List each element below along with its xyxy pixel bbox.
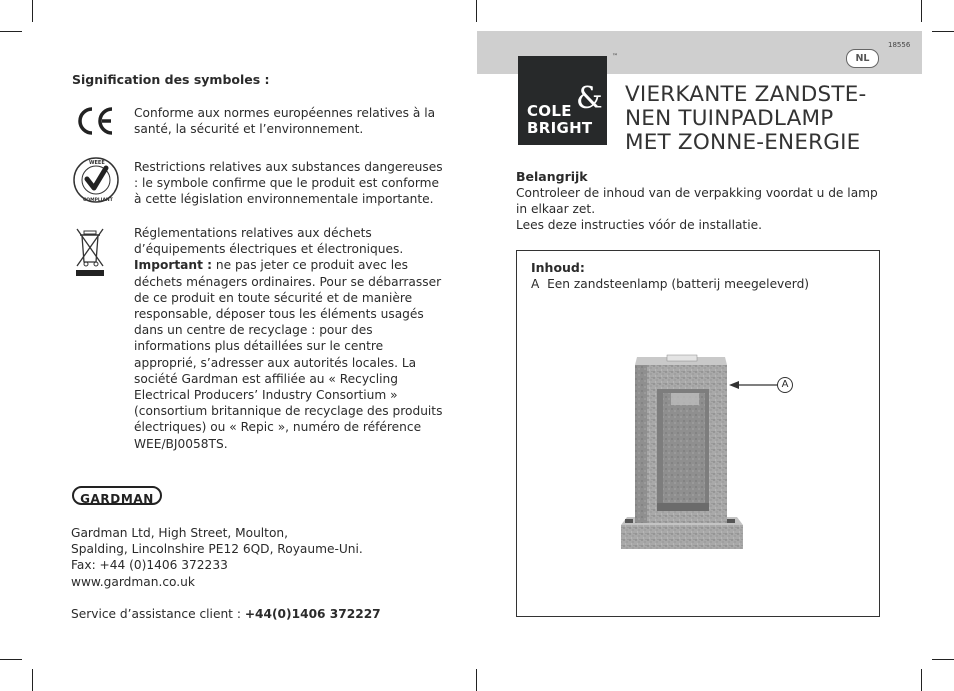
callout-label-a: A [777,377,793,393]
instruction-line: Controleer de inhoud van de verpakking voordat u de lamp in elkaar zet. [516,186,878,217]
rohs-compliant-icon [72,156,120,208]
product-code: 18556 [888,41,911,49]
rohs-description: Restrictions relatives aux substances dangereuses : le symbole confirme que le produit est conforme à cette législation environnementale importante. [134,160,443,207]
title-line: MET ZONNE-ENERGIE [625,130,861,155]
address-block [71,525,431,590]
contents-box [516,250,880,617]
weee-important-label: Important : [134,258,213,273]
crop-mark [32,0,33,22]
fold-mark [476,669,477,691]
gardman-logo-text: GARDMAN [80,492,154,506]
service-label: Service d’assistance client : [71,607,245,621]
language-badge: NL [846,49,879,68]
website-link[interactable]: www.gardman.co.uk [71,574,195,589]
sandstone-lamp-illustration [617,353,747,557]
contents-item-letter: A [531,277,540,291]
logo-word-bright: BRIGHT [527,119,593,137]
gardman-logo [72,486,162,505]
crossed-out-bin-icon [75,226,105,282]
ce-mark-icon [74,105,116,141]
title-line: VIERKANTE ZANDSTE- [625,82,867,107]
address-line: Spalding, Lincolnshire PE12 6QD, Royaume-Uni. [71,542,363,557]
crop-mark [0,659,22,660]
contents-item-text: Een zandsteenlamp (batterij meegeleverd) [547,277,810,291]
contents-item [531,276,809,292]
title-line: NEN TUINPADLAMP [625,106,834,131]
crop-mark [921,669,922,691]
contents-heading: Inhoud: [531,260,585,275]
cole-bright-logo [518,56,607,145]
symbols-heading: Signification des symboles : [72,72,270,87]
fold-mark [476,0,477,22]
trademark-symbol: ™ [612,53,618,60]
logo-amp: & [576,81,603,116]
crop-mark [0,31,22,32]
important-heading: Belangrijk [516,169,588,184]
logo-word-cole: COLE [527,102,572,120]
service-phone: +44(0)1406 372227 [244,607,381,621]
crop-mark [932,659,954,660]
address-line: Gardman Ltd, High Street, Moulton, [71,526,289,540]
crop-mark [32,669,33,691]
svg-text:WEEE: WEEE [89,160,105,166]
customer-service [71,606,451,622]
weee-text-body: ne pas jeter ce produit avec les déchets ménagers ordinaires. Pour se débarrasser de ce produit en toute sécurité et de manière responsable, déposer tous les éléments usagés dans un centre de recyclage : pour des informations plus détaillées sur le centre approprié, s’adresser aux autorités locales. La société Gardman est affiliée au « Recycling Electrical Producers’ Industry Consortium » (consortium britannique de recyclage des produits électriques) ou « Repic », numéro de référence WEE/BJ0058TS. [134,258,443,451]
ce-description: Conforme aux normes européennes relatives à la santé, la sécurité et l’environnement. [134,106,436,137]
weee-description [134,225,448,452]
crop-mark [932,31,954,32]
fax-number: Fax: +44 (0)1406 372233 [71,558,228,573]
crop-mark [921,0,922,22]
product-title [625,83,866,155]
instruction-line: Lees deze instructies vóór de installatie. [516,218,762,233]
svg-text:COMPLIANT: COMPLIANT [83,198,113,203]
important-instructions [516,185,878,234]
weee-text-intro: Réglementations relatives aux déchets d’équipements électriques et électroniques. [134,226,404,257]
